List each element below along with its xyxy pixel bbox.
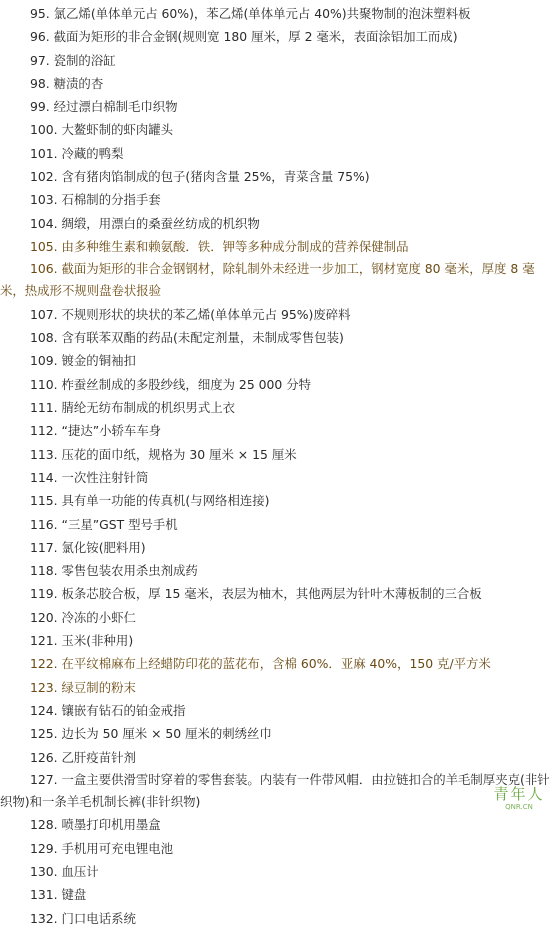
list-item: 119. 板条芯胶合板，厚 15 毫米，表层为柚木，其他两层为针叶木薄板制的三合板 — [30, 586, 482, 602]
list-item: 103. 石棉制的分指手套 — [30, 192, 161, 208]
list-item: 121. 玉米(非种用) — [30, 633, 134, 649]
list-item: 100. 大鳌虾制的虾肉罐头 — [30, 122, 174, 138]
site-watermark-logo — [484, 786, 554, 811]
list-item: 112. “捷达”小轿车车身 — [30, 423, 162, 439]
list-item: 95. 氯乙烯(单体单元占 60%)，苯乙烯(单体单元占 40%)共聚物制的泡沫塑料板 — [30, 6, 471, 21]
list-item: 116. “三星”GST 型号手机 — [30, 516, 178, 532]
list-item: 126. 乙肝疫苗针剂 — [30, 749, 136, 765]
list-item: 123. 绿豆制的粉末 — [30, 679, 136, 695]
list-item: 108. 含有联苯双酯的药品(未配定剂量，未制成零售包装) — [30, 330, 344, 346]
list-item: 96. 截面为矩形的非合金钢(规则宽 180 厘米，厚 2 毫米，表面涂铝加工而成) — [30, 29, 458, 45]
list-item: 101. 冷藏的鸭梨 — [30, 145, 124, 161]
list-item: 102. 含有猪肉馅制成的包子(猪肉含量 25%，青菜含量 75%) — [30, 169, 370, 185]
watermark-domain: QNR.CN — [505, 803, 533, 811]
list-item: 98. 糖渍的杏 — [30, 75, 104, 91]
list-item: 130. 血压计 — [30, 863, 99, 879]
list-item: 104. 绸缎，用漂白的桑蚕丝纺成的机织物 — [30, 215, 260, 231]
list-item: 97. 瓷制的浴缸 — [30, 52, 116, 68]
question-list — [0, 2, 556, 930]
list-item: 107. 不规则形状的块状的苯乙烯(单体单元占 95%)废碎料 — [30, 306, 351, 322]
list-item: 132. 门口电话系统 — [30, 910, 136, 926]
list-item: 124. 镶嵌有钻石的铂金戒指 — [30, 702, 186, 718]
list-item: 113. 压花的面巾纸，规格为 30 厘米 × 15 厘米 — [30, 446, 297, 462]
list-item: 125. 边长为 50 厘米 × 50 厘米的刺绣丝巾 — [30, 726, 272, 742]
list-item: 105. 由多种维生素和赖氨酸．铁．钾等多种成分制成的营养保健制品 — [30, 238, 409, 254]
list-item: 118. 零售包装农用杀虫剂成药 — [30, 563, 198, 579]
list-item: 114. 一次性注射针筒 — [30, 469, 149, 485]
list-item: 111. 腈纶无纺布制成的机织男式上衣 — [30, 400, 235, 416]
list-item: 99. 经过漂白棉制毛巾织物 — [30, 99, 178, 115]
list-item: 122. 在平纹棉麻布上经蜡防印花的蓝花布，含棉 60%．亚麻 40%，150 克/平方米 — [30, 656, 491, 672]
list-item: 109. 镀金的铜袖扣 — [30, 353, 136, 369]
list-item: 106. 截面为矩形的非合金钢钢材，除轧制外未经进一步加工，钢材宽度 80 毫米，厚度 8 毫米，热成形不规则盘卷状报验 — [0, 261, 535, 299]
list-item: 110. 柞蚕丝制成的多股纱线，细度为 25 000 分特 — [30, 376, 312, 392]
watermark-text: 青年人 — [493, 785, 545, 803]
list-item: 128. 喷墨打印机用墨盒 — [30, 817, 161, 833]
list-item: 127. 一盒主要供滑雪时穿着的零售套装。内装有一件带风帽．由拉链扣合的羊毛制厚夹克(非针织物)和一条羊毛机制长裤(非针织物) — [0, 771, 550, 809]
list-item: 120. 冷冻的小虾仁 — [30, 609, 136, 625]
list-item: 117. 氯化铵(肥料用) — [30, 539, 146, 555]
list-item: 129. 手机用可充电锂电池 — [30, 840, 174, 856]
list-item: 131. 键盘 — [30, 887, 87, 903]
list-item: 115. 具有单一功能的传真机(与网络相连接) — [30, 493, 270, 509]
